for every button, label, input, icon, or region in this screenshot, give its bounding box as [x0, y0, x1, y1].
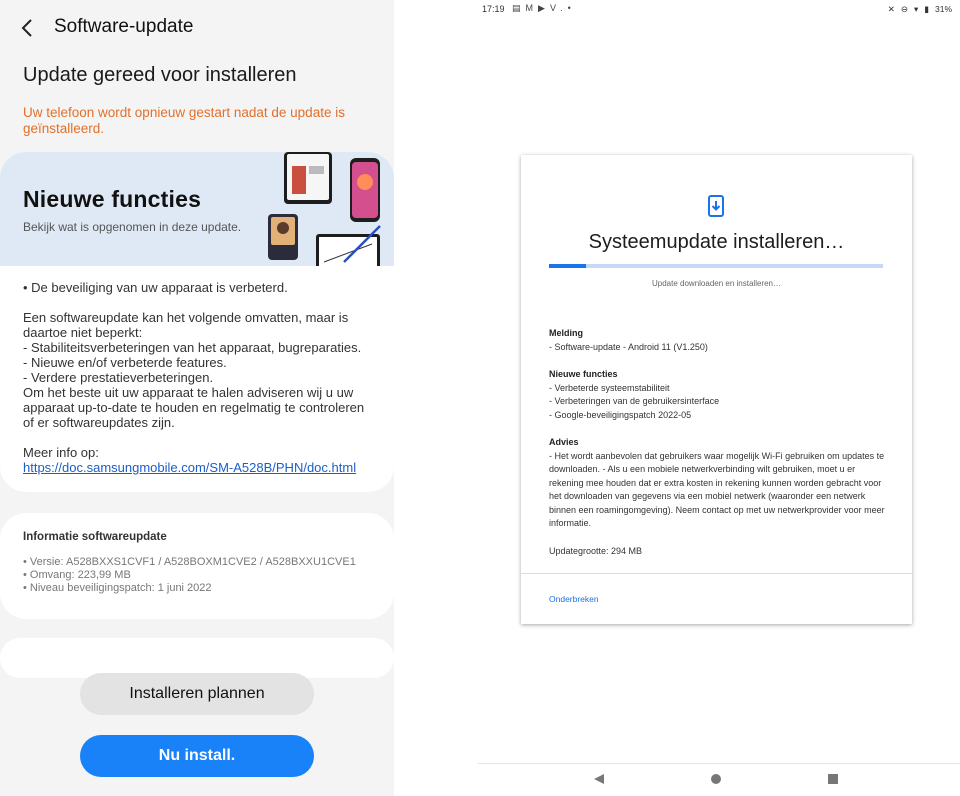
status-time: 17:19: [482, 4, 505, 14]
progress-bar: [549, 264, 883, 268]
nav-divider: [478, 763, 960, 764]
app-header: [0, 0, 394, 56]
section-line: - Verbeteringen van de gebruikersinterface: [549, 396, 720, 406]
section-line: - Software-update - Android 11 (V1.250): [549, 341, 708, 352]
update-info-list: [23, 556, 356, 595]
new-features-title: Nieuwe functies: [23, 186, 202, 212]
pause-button[interactable]: Onderbreken: [549, 594, 599, 604]
notification-icons: [512, 3, 576, 14]
new-features-subtitle: Bekijk wat is opgenomen in deze update.: [23, 220, 242, 234]
android-update-screen: [394, 0, 960, 796]
collapsed-card: [0, 638, 394, 678]
dialog-title: Systeemupdate installeren…: [588, 231, 845, 253]
battery-level: 31%: [934, 4, 952, 14]
more-info-link[interactable]: https://doc.samsungmobile.com/SM-A528B/PHN/doc.html: [23, 460, 357, 475]
schedule-install-button[interactable]: Installeren plannen: [80, 673, 314, 715]
update-size: Updategrootte: 294 MB: [549, 545, 643, 556]
security-note: • De beveiliging van uw apparaat is verbeterd.: [23, 280, 288, 295]
back-arrow-icon[interactable]: [14, 14, 42, 42]
section-line: - Het wordt aanbevolen dat gebruikers waar mogelijk Wi-Fi gebruiken om updates te downloaden. - Als u een mobiele netwerkverbinding wilt gebruiken, moet u er rekening mee houden dat er extra kosten in rekening kunnen worden gebracht voor het downloaden van gegevens via een mobiel netwerk (waaronder een netwerk binnen een roamingomgeving). Neem contact op met uw netwerkprovider voor meer informatie.: [549, 450, 885, 528]
size-info: • Omvang: 223,99 MB: [23, 569, 131, 581]
recents-icon[interactable]: [828, 774, 838, 784]
calendar-icon: ▤: [512, 3, 526, 13]
update-info-card: [0, 513, 394, 619]
wifi-icon: ▾: [914, 4, 919, 14]
note-item: - Nieuwe en/of verbeterde features.: [23, 355, 227, 370]
mute-icon: ✕: [887, 4, 895, 14]
update-info-title: Informatie softwareupdate: [23, 531, 167, 543]
devices-illustration-icon: [264, 152, 394, 266]
restart-warning: Uw telefoon wordt opnieuw gestart nadat de update is geïnstalleerd.: [23, 105, 345, 136]
app-v-icon: V.: [549, 3, 568, 13]
dot-icon: •: [567, 3, 576, 13]
new-features-card: [0, 152, 394, 492]
back-icon[interactable]: [593, 773, 605, 785]
section-line: - Verbeterde systeemstabiliteit: [549, 382, 670, 393]
note-item: - Verdere prestatieverbeteringen.: [23, 370, 214, 385]
release-notes: [23, 280, 373, 475]
dnd-icon: ⊖: [900, 4, 909, 14]
note-item: - Stabiliteitsverbeteringen van het apparaat, bugreparaties.: [23, 340, 362, 355]
dialog-divider: [521, 573, 912, 574]
section-heading: Advies: [549, 437, 579, 447]
update-ready-title: Update gereed voor installeren: [23, 64, 297, 86]
samsung-update-screen: [0, 0, 394, 796]
system-update-dialog: [521, 155, 912, 624]
header-title: Software-update: [54, 16, 194, 37]
dialog-body: [549, 327, 889, 558]
update-advice: Om het beste uit uw apparaat te halen adviseren wij u uw apparaat up-to-date te houden en regelmatig te controleren of er softwareupdates zijn.: [23, 385, 365, 430]
install-now-button[interactable]: Nu install.: [80, 735, 314, 777]
battery-icon: ▮: [924, 4, 929, 14]
update-description: Een softwareupdate kan het volgende omvatten, maar is daartoe niet beperkt:: [23, 310, 349, 340]
progress-status: Update downloaden en installeren…: [652, 279, 781, 288]
download-phone-icon: [708, 195, 724, 217]
status-right: [882, 4, 952, 15]
version-info: • Versie: A528BXXS1CVF1 / A528BOXM1CVE2 / A528BXXU1CVE1: [23, 556, 356, 568]
progress-fill: [549, 264, 586, 268]
section-heading: Melding: [549, 328, 583, 338]
home-icon[interactable]: [711, 774, 721, 784]
new-features-banner: [0, 152, 394, 266]
youtube-icon: ▶: [538, 3, 550, 13]
more-info-label: Meer info op:: [23, 445, 99, 460]
section-line: - Google-beveiligingspatch 2022-05: [549, 409, 692, 420]
security-patch-info: • Niveau beveiligingspatch: 1 juni 2022: [23, 582, 212, 594]
gmail-icon: M: [525, 3, 539, 13]
section-heading: Nieuwe functies: [549, 369, 618, 379]
